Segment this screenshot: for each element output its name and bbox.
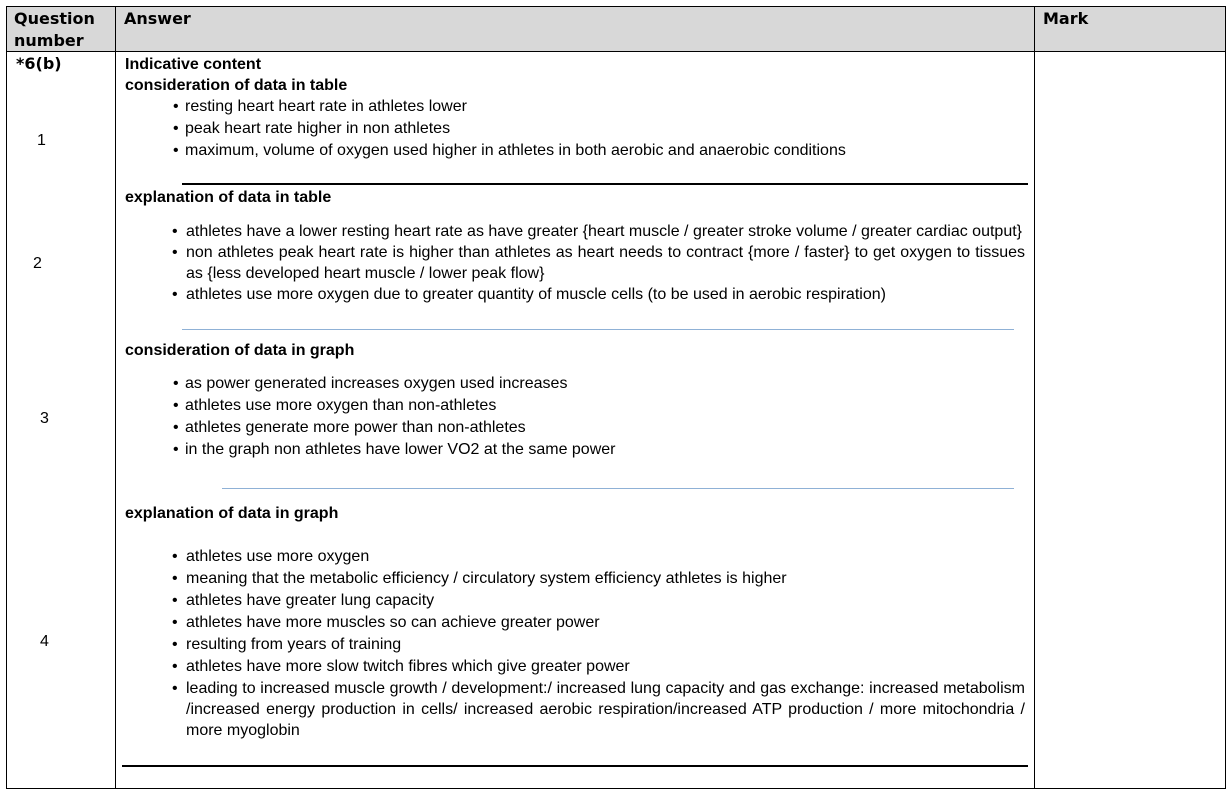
section-title-1: consideration of data in table <box>125 77 348 94</box>
section-list-4 <box>172 546 1025 741</box>
list-item: • athletes generate more power than non-athletes <box>173 417 1023 439</box>
table-bottom-border <box>6 788 1226 789</box>
section-divider-2 <box>182 329 1014 330</box>
group-number-2: 2 <box>33 255 42 272</box>
question-number: *6(b) <box>16 54 62 73</box>
list-item: • athletes have a lower resting heart rate as have greater {heart muscle / greater stroke volume / greater cardiac output} <box>172 221 1025 242</box>
list-item: • in the graph non athletes have lower VO2 at the same power <box>173 439 1023 461</box>
list-item: • resting heart heart rate in athletes lower <box>173 96 1023 118</box>
answer-header: Answer <box>124 9 191 28</box>
list-item: • athletes use more oxygen <box>172 546 1025 568</box>
list-item: • athletes use more oxygen due to greater quantity of muscle cells (to be used in aerobic respiration) <box>172 284 1025 305</box>
group-number-4: 4 <box>40 633 49 650</box>
section-list-3 <box>173 373 1023 461</box>
list-item: • athletes use more oxygen than non-athletes <box>173 395 1023 417</box>
section-list-1 <box>173 96 1023 162</box>
section-divider-1 <box>182 183 1028 185</box>
list-item: • meaning that the metabolic efficiency / circulatory system efficiency athletes is higher <box>172 568 1025 590</box>
table-left-border <box>6 6 7 789</box>
section-title-2: explanation of data in table <box>125 189 332 206</box>
list-item: • resulting from years of training <box>172 634 1025 656</box>
list-item: • athletes have greater lung capacity <box>172 590 1025 612</box>
header-separator <box>6 51 1226 52</box>
mark-header: Mark <box>1043 9 1089 28</box>
question-number-header: Question number <box>14 9 95 50</box>
section-title-4: explanation of data in graph <box>125 505 339 522</box>
table-top-border <box>6 6 1226 7</box>
indicative-content-heading: Indicative content <box>125 56 262 73</box>
table-right-border <box>1225 6 1226 789</box>
list-item: • maximum, volume of oxygen used higher in athletes in both aerobic and anaerobic conditions <box>173 140 1023 162</box>
list-item: • leading to increased muscle growth / development:/ increased lung capacity and gas exchange: increased metabolism /increased energy production in cells/ increased aerobic respiration/increased ATP production / more mitochondria / more myoglobin <box>172 678 1025 741</box>
column-divider-mark <box>1034 6 1035 789</box>
section-divider-3 <box>222 488 1014 489</box>
section-divider-4 <box>122 765 1028 767</box>
group-number-3: 3 <box>40 410 49 427</box>
list-item: • non athletes peak heart rate is higher than athletes as heart needs to contract {more / faster} to get oxygen to tissues as {less developed heart muscle / lower peak flow} <box>172 242 1025 284</box>
group-number-1: 1 <box>37 132 46 149</box>
list-item: • peak heart rate higher in non athletes <box>173 118 1023 140</box>
section-list-2 <box>172 221 1025 305</box>
list-item: • athletes have more slow twitch fibres which give greater power <box>172 656 1025 678</box>
section-title-3: consideration of data in graph <box>125 342 355 359</box>
list-item: • as power generated increases oxygen used increases <box>173 373 1023 395</box>
list-item: • athletes have more muscles so can achieve greater power <box>172 612 1025 634</box>
column-divider-question <box>115 6 116 789</box>
